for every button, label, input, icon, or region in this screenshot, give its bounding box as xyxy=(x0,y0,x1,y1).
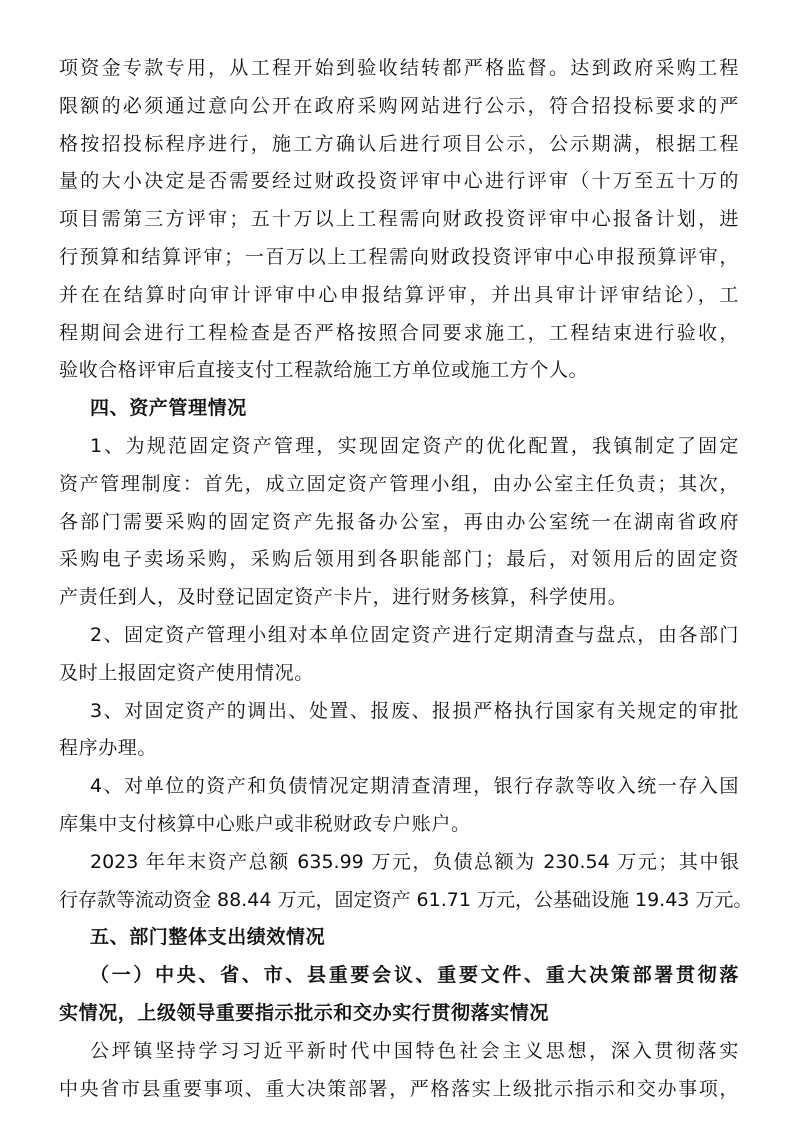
text-line: 格按招投标程序进行，施工方确认后进行项目公示，公示期满，根据工程 xyxy=(59,132,739,155)
text-line: 验收合格评审后直接支付工程款给施工方单位或施工方个人。 xyxy=(59,359,589,382)
text-line: 各部门需要采购的固定资产先报备办公室，再由办公室统一在湖南省政府 xyxy=(59,510,739,533)
text-line: 程序办理。 xyxy=(59,737,158,760)
text-line: 并在在结算时向审计评审中心申报结算评审，并出具审计评审结论），工 xyxy=(59,283,739,306)
text-line: 及时上报固定资产使用情况。 xyxy=(59,661,314,684)
paragraph-item-4 xyxy=(59,768,739,844)
text-line: 1、为规范固定资产管理，实现固定资产的优化配置，我镇制定了固定 xyxy=(90,434,739,457)
paragraph-implementation xyxy=(59,1033,739,1109)
text-line: 库集中支付核算中心账户或非税财政专户账户。 xyxy=(59,812,471,835)
text-line: 3、对固定资产的调出、处置、报废、报损严格执行国家有关规定的审批 xyxy=(90,699,739,722)
text-line: 项目需第三方评审；五十万以上工程需向财政投资评审中心报备计划，进 xyxy=(59,208,739,231)
paragraph-asset-summary xyxy=(59,844,753,920)
paragraph-engineering-oversight xyxy=(59,50,739,390)
text-line: 行存款等流动资金 88.44 万元，固定资产 61.71 万元，公基础设施 19.43 万元。 xyxy=(59,888,753,911)
text-line: 程期间会进行工程检查是否严格按照合同要求施工，工程结束进行验收， xyxy=(59,321,739,344)
section-heading-asset-management: 四、资产管理情况 xyxy=(90,397,247,420)
text-line: 资产管理制度：首先，成立固定资产管理小组，由办公室主任负责；其次， xyxy=(59,472,739,495)
paragraph-item-1 xyxy=(59,428,739,617)
text-line: 实情况，上级领导重要指示批示和交办实行贯彻落实情况 xyxy=(59,1001,550,1024)
text-line: 限额的必须通过意向公开在政府采购网站进行公示，符合招投标要求的严 xyxy=(59,94,739,117)
text-line: 中央省市县重要事项、重大决策部署，严格落实上级批示指示和交办事项， xyxy=(59,1077,739,1100)
text-line: 2、固定资产管理小组对本单位固定资产进行定期清查与盘点，由各部门 xyxy=(90,623,739,646)
document-body xyxy=(59,50,753,1108)
section-heading-performance: 五、部门整体支出绩效情况 xyxy=(90,926,326,949)
paragraph-item-2 xyxy=(59,617,739,693)
text-line: 2023 年年末资产总额 635.99 万元，负债总额为 230.54 万元；其中银 xyxy=(90,850,739,873)
text-line: 量的大小决定是否需要经过财政投资评审中心进行评审（十万至五十万的 xyxy=(59,170,739,193)
text-line: 采购电子卖场采购，采购后领用到各职能部门；最后，对领用后的固定资 xyxy=(59,548,739,571)
text-line: 项资金专款专用，从工程开始到验收结转都严格监督。达到政府采购工程 xyxy=(59,57,739,79)
paragraph-item-3 xyxy=(59,693,739,769)
text-line: （一）中央、省、市、县重要会议、重要文件、重大决策部署贯彻落 xyxy=(90,964,739,987)
text-line: 4、对单位的资产和负债情况定期清查清理，银行存款等收入统一存入国 xyxy=(90,775,739,798)
text-line: 产责任到人，及时登记固定资产卡片，进行财务核算，科学使用。 xyxy=(59,586,628,609)
subsection-heading-1 xyxy=(59,957,739,1033)
text-line: 公坪镇坚持学习习近平新时代中国特色社会主义思想，深入贯彻落实 xyxy=(90,1039,739,1062)
text-line: 行预算和结算评审；一百万以上工程需向财政投资评审中心申报预算评审， xyxy=(59,245,739,268)
